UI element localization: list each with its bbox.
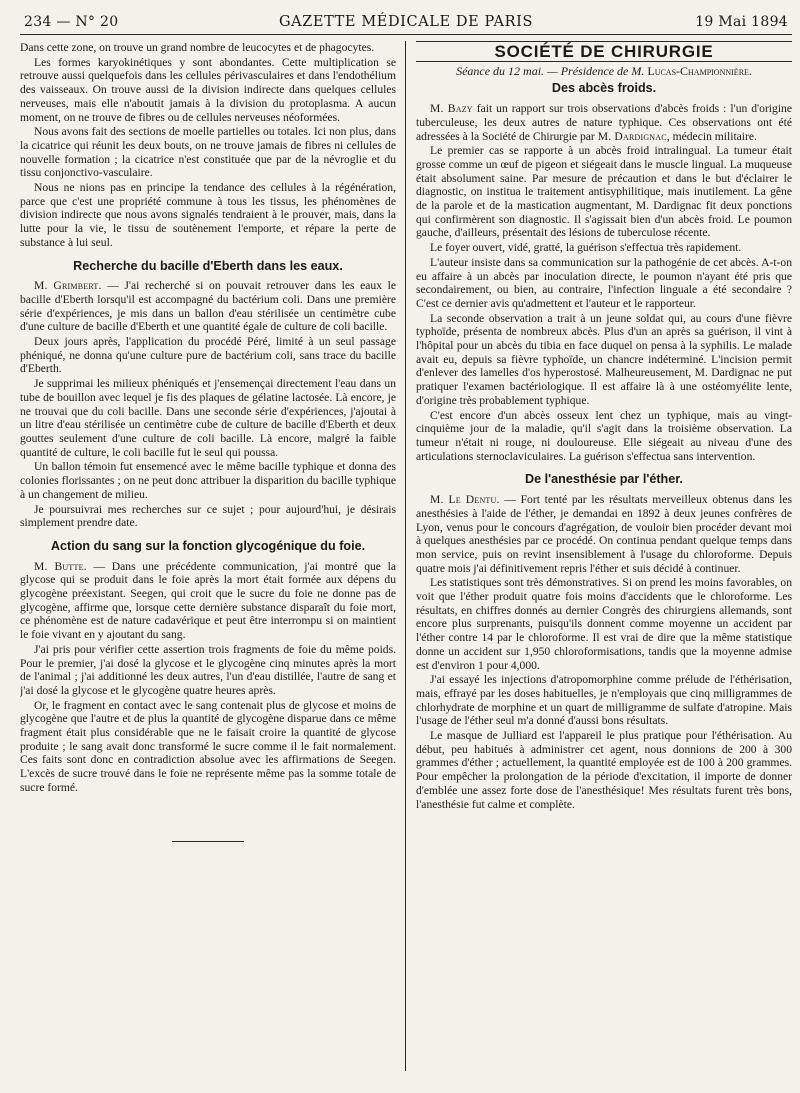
paragraph: Je supprimai les milieux phéniqués et j'ensemençai directement l'eau dans un tube de bouillon avec lequel je fis des plaques de gélatine lactosée. Là encore, je ne trouvai que du coli bacille. Dans une seconde série d'expériences, j'ajoutai à un litre d'eau stérilisée un centimètre cube de culture de bacille d'Eberth et deux gouttes seulement d'une culture de coli bacille. Là encore, malgré la faible quantité de culture, le coli bacille fut le seul qui poussa. [20, 377, 396, 459]
section-title-ether: De l'anesthésie par l'éther. [525, 472, 683, 487]
paragraph: Nous ne nions pas en principe la tendance des cellules à la régénération, parce que c'est une propriété commune à tous les tissus, les phénomènes de division indirecte que nous avons signalés tendraient à le prouver, mais, dans la lutte pour la vie, le tissu de soutènement l'emporte, et répare la perte de substance à lui seul. [20, 181, 396, 249]
paragraph: Le premier cas se rapporte à un abcès froid intralingual. La tumeur était grosse comme un œuf de pigeon et siégeait dans le muscle lingual. La muqueuse était absolument saine. Par mesure de précaution et dans le but d'éclairer le diagnostic, on institua le traitement antisyphilitique, mais inutilement. La gêne de la parole et de la mastication augmentant, M. Dardignac fit deux ponctions qui confirmèrent son diagnostic. Il s'agissait bien d'un abcès froid. Le poumon gauche, d'ailleurs, présentait des lésions de tuberculose récente. [416, 144, 792, 240]
paragraph: J'ai essayé les injections d'atropomorphine comme prélude de l'éthérisation, mais, effrayé par les doses habituelles, je n'employais que cinq milligrammes de chlorhydrate de morphine et un quart de milligramme de sulfate d'atropine. Mais l'usage de l'éther seul m'a donné d'aussi bons résultats. [416, 673, 792, 728]
paragraph: Or, le fragment en contact avec le sang contenait plus de glycose et moins de glycogène que l'autre et de plus la quantité de glycogène disparue dans ce même fragment était plus considérable que ne le faisait croire la quantité de glycose produite ; le sang avait donc transformé le sucre comme il le fait normalement. Ces faits sont donc en contradiction absolue avec les affirmations de Seegen. L'excès de sucre trouvé dans le foie ne représente même pas la somme totale de sucre formé. [20, 698, 396, 794]
journal-title: GAZETTE MÉDICALE DE PARIS [279, 14, 533, 30]
section-title-eberth: Recherche du bacille d'Eberth dans les eaux. [73, 258, 343, 273]
paragraph: Le foyer ouvert, vidé, gratté, la guérison s'effectua très rapidement. [430, 241, 742, 255]
right-column [406, 41, 792, 1071]
paragraph: Les formes karyokinétiques y sont abondantes. Cette multiplication se retrouve aussi quelquefois dans les cellules périvasculaires et dans l'endothélium des vaisseaux. On trouve aussi de la division indirecte dans quelques cellules nerveuses, mais elle n'aboutit jamais à la division du protoplasma. A aucun moment, on ne trouve de fibres ou de cellules nerveuses néoformées. [20, 55, 396, 124]
session-line: Séance du 12 mai. — Présidence de M. Lucas-Championnière. [456, 63, 752, 78]
issue-date: 19 Mai 1894 [695, 14, 788, 30]
paragraph: Les statistiques sont très démonstratives. Si on prend les moins favorables, on voit que l'éther produit quatre fois moins d'accidents que le chloroforme. Les résultats, en chiffres donnés au dernier Congrès des chirurgiens allemands, sont encore plus surprenants, puisqu'ils donnent comme moyenne un accident par l'éther contre 14 par le chloroforme. Il est vrai de dire que la même statistique donne un accident sur 1,950 chloroformisations, tandis que la moyenne admise est d'environ 1 pour 4,000. [416, 576, 792, 672]
paragraph: Dans cette zone, on trouve un grand nombre de leucocytes et de phagocytes. [20, 41, 375, 54]
paragraph: M. Bazy fait un rapport sur trois observations d'abcès froids : l'un d'origine tuberculeuse, les deux autres de nature typhique. Ces observations ont été adressées à la Société de Chirurgie par M. Dardignac, médecin militaire. [416, 102, 792, 143]
speaker-name: M. Grimbert. [34, 279, 102, 293]
speaker-name: M. Bazy [430, 102, 473, 116]
paragraph: M. Butte. — Dans une précédente communication, j'ai montré que la glycose qui se produit dans le foie après la mort était formée aux dépens du glycogène préexistant. Seegen, qui croit que le sucre du foie ne donne pas de glycogène, affirme que, lorsque cette dernière substance disparaît du foie mort, ce phénomène est de nature cadavérique et peut être interrompu si on maintient le foie vivant en y ajoutant du sang. [20, 559, 397, 642]
author-name: M. Dardignac [597, 129, 667, 143]
speaker-name: M. Le Dentu. [430, 493, 500, 507]
paragraph: La seconde observation a trait à un jeune soldat qui, au cours d'une fièvre typhoïde, présenta de nombreux abcès. Plus d'un an après sa guérison, il vint à l'hôpital pour un abcès du tibia en face duquel on pensa à la syphilis. Le malade avait eu, depuis sa fièvre typhoïde, un chancre indéterminé. L'incision permit d'enlever des lamelles d'os hyperostosé. Malheureusement, M. Dardignac ne put pratiquer l'examen bactériologique. Il est affaire là à une ostéomyélite lente, d'origine très probablement typhique. [416, 311, 792, 407]
page-header [20, 14, 792, 35]
paragraph: C'est encore d'un abcès osseux lent chez un typhique, mais au vingt-cinquième jour de la maladie, qu'il s'agit dans la troisième observation. La tumeur n'était ni rouge, ni douloureuse. Elle siégeait au niveau d'une des articulations sternoclaviculaires. La guérison s'effectua sans intervention. [416, 408, 792, 463]
speaker-name: M. Butte. [34, 559, 87, 573]
paragraph: Le masque de Julliard est l'appareil le plus pratique pour l'éthérisation. Au début, peu habitués à administrer cet agent, nous donnions de 200 à 300 grammes d'éther ; actuellement, la quantité employée est de 100 à 200 grammes. Pour empêcher la prolongation de la période d'excitation, il importe de donner d'emblée une assez forte dose de l'anesthésique! Mes résultats furent très bons, l'anesthésie fut calme et complète. [416, 729, 792, 811]
paragraph: Je poursuivrai mes recherches sur ce sujet ; pour aujourd'hui, je désirais simplement prendre date. [20, 502, 396, 530]
end-rule [172, 841, 244, 842]
section-title-abces: Des abcès froids. [551, 81, 657, 96]
society-heading: SOCIÉTÉ DE CHIRURGIE [416, 41, 792, 62]
paragraph: M. Le Dentu. — Fort tenté par les résultats merveilleux obtenus dans les anesthésies à l'aide de l'éther, je demandai en 1892 à deux jeunes confrères de Lyon, venus pour le concours d'agrégation, de vouloir bien procéder devant moi à quelques anesthésies par ce procédé. On continua pendant quelque temps dans mon service, puis on revint insensiblement à l'usage du chloroforme. Depuis quatre mois j'ai définitivement repris l'éther et suis décidé à continuer. [416, 493, 792, 575]
paragraph: J'ai pris pour vérifier cette assertion trois fragments de foie du même poids. Pour le premier, j'ai dosé la glycose et le glycogène cinq minutes après la mort de l'animal ; j'ai additionné les deux autres, l'un d'eau distillée, l'autre de sang et j'ai dosé la glycose et le glycogène quatre heures après. [20, 642, 396, 697]
page-number: 234 — N° 20 [24, 14, 119, 30]
paragraph: M. Grimbert. — J'ai recherché si on pouvait retrouver dans les eaux le bacille d'Eberth lorsqu'il est accompagné du bactérium coli. Dans une première série d'expériences, je mis dans un ballon d'eau stérilisée un centimètre cube d'une culture de bacille d'Eberth et une quantité égale de culture de coli bacille. [20, 279, 396, 334]
paragraph: Deux jours après, l'application du procédé Péré, limité à un seul passage phéniqué, ne donna qu'une culture pure de bactérium coli, sans trace du bacille d'Eberth. [20, 335, 396, 376]
president-name: Lucas-Championnière. [647, 63, 752, 78]
paragraph: Nous avons fait des sections de moelle partielles ou totales. Ici non plus, dans la cicatrice qui réunit les deux bouts, on ne trouve jamais de fibres ni cellules de nouvelle formation ; la cicatrice n'est constituée que par de la névroglie et du tissu conjonctivo-vasculaire. [20, 125, 396, 180]
paragraph: Un ballon témoin fut ensemencé avec le même bacille typhique et donna des colonies florissantes ; on ne peut donc attribuer la disparition du bacille typhique à un changement de milieu. [20, 460, 396, 501]
left-column [20, 41, 406, 1071]
paragraph: L'auteur insiste dans sa communication sur la pathogénie de cet abcès. A-t-on eu affaire à un abcès par inoculation directe, le poumon n'ayant été pris que secondairement, ou bien, au contraire, l'infection linguale a été secondaire ? C'est ce dernier avis qu'admettent et l'auteur et le rapporteur. [416, 255, 792, 310]
section-title-glycogene: Action du sang sur la fonction glycogénique du foie. [50, 538, 366, 553]
article-columns [20, 41, 792, 1071]
